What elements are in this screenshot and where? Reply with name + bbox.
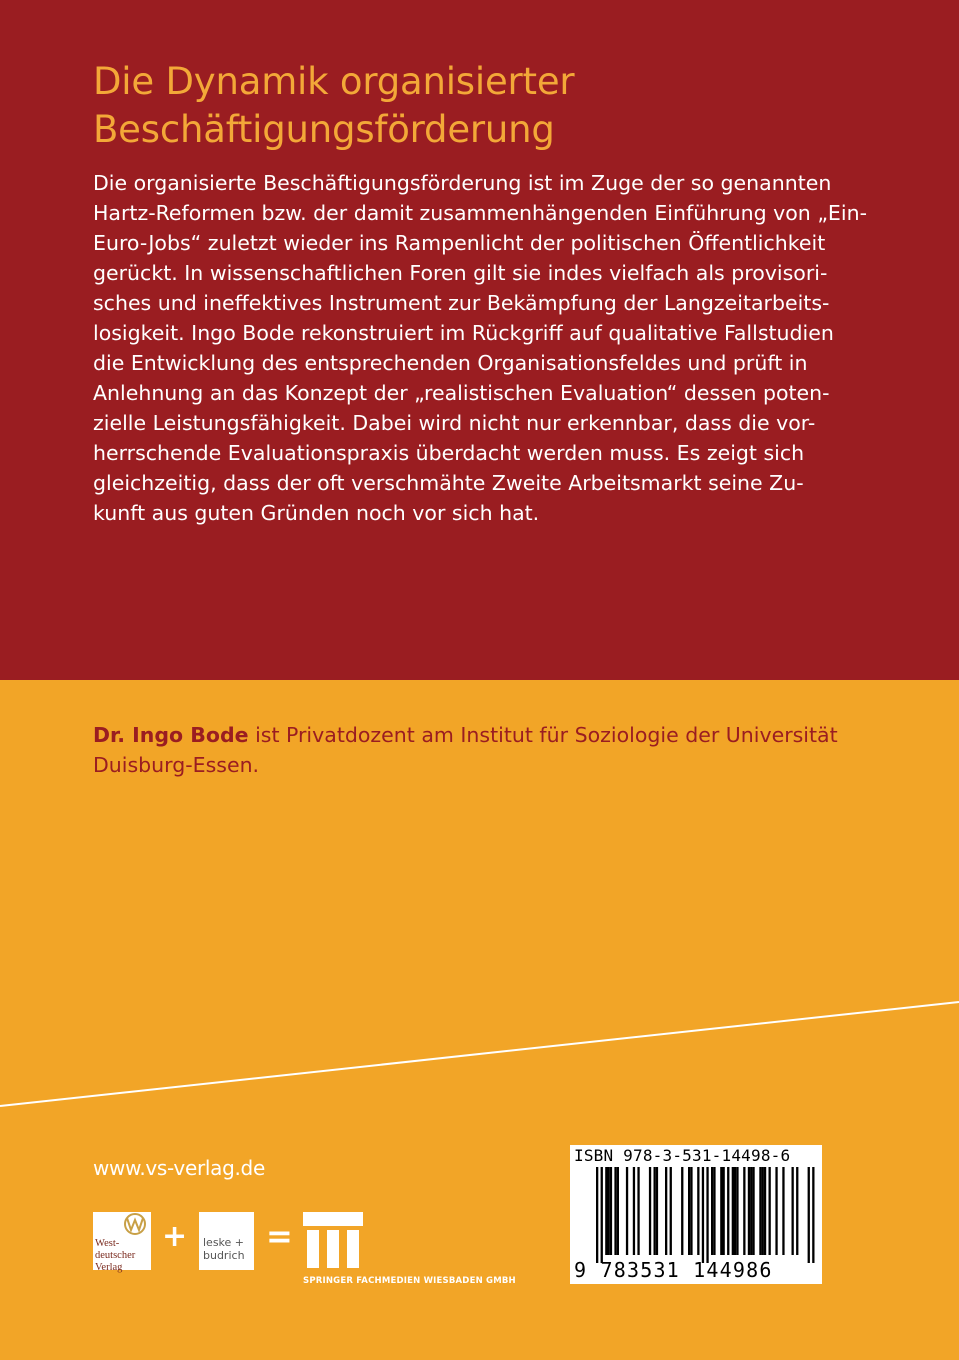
barcode-digits: 9 783531 144986 — [574, 1258, 773, 1282]
barcode-bar — [762, 1167, 764, 1255]
barcode-bar — [614, 1167, 616, 1255]
barcode-bar — [769, 1167, 771, 1255]
springer-fachmedien-logo-icon — [303, 1212, 363, 1270]
blurb-text — [93, 168, 867, 528]
author-bio-line-2: Duisburg-Essen. — [93, 753, 260, 777]
barcode-bar — [812, 1167, 814, 1263]
blurb-line: Hartz-Reformen bzw. der damit zusammenhängenden Einführung von „Ein- — [93, 201, 867, 225]
lb-logo-line: budrich — [203, 1249, 245, 1262]
equals-sign: = — [266, 1217, 293, 1255]
barcode-bar — [690, 1167, 692, 1255]
blurb-line: Euro-Jobs“ zuletzt wieder ins Rampenlicht der politischen Öffentlichkeit — [93, 231, 826, 255]
book-title-line-1: Die Dynamik organisierter — [93, 60, 575, 103]
wdv-logo-text — [95, 1238, 151, 1274]
barcode-bar — [743, 1167, 745, 1255]
plus-sign: + — [162, 1219, 188, 1254]
barcode-bar — [688, 1167, 690, 1255]
barcode-bar — [734, 1167, 736, 1255]
barcode-bar — [656, 1167, 658, 1255]
blurb-line: zielle Leistungsfähigkeit. Dabei wird nicht nur erkennbar, dass die vor- — [93, 411, 816, 435]
blurb-line: kunft aus guten Gründen noch vor sich hat. — [93, 501, 540, 525]
barcode-bar — [670, 1167, 672, 1255]
barcode-bar — [713, 1167, 715, 1255]
barcode-bar — [752, 1167, 754, 1255]
springer-caption: SPRINGER FACHMEDIEN WIESBADEN GMBH — [303, 1276, 516, 1286]
wdv-logo-line: Verlag — [95, 1262, 123, 1273]
barcode-bar — [750, 1167, 752, 1255]
blurb-line: sches und ineffektives Instrument zur Bekämpfung der Langzeitarbeits- — [93, 291, 830, 315]
barcode-bar — [748, 1167, 750, 1255]
barcode-bar — [764, 1167, 766, 1255]
barcode-bar — [732, 1167, 734, 1255]
barcode-bar — [617, 1167, 619, 1255]
leske-budrich-logo — [196, 1212, 254, 1270]
barcode-bar — [711, 1167, 713, 1255]
isbn-label: ISBN 978-3-531-14498-6 — [574, 1146, 791, 1165]
barcode-bar — [596, 1167, 598, 1263]
author-bio-line-1: ist Privatdozent am Institut für Soziologie der Universität — [248, 723, 838, 747]
barcode-bar — [649, 1167, 651, 1255]
barcode-bar — [796, 1167, 798, 1255]
blurb-line: gleichzeitig, dass der oft verschmähte Zweite Arbeitsmarkt seine Zu- — [93, 471, 804, 495]
blurb-line: Anlehnung an das Konzept der „realistischen Evaluation“ dessen poten- — [93, 381, 830, 405]
barcode-bar — [720, 1167, 722, 1255]
barcode-bar — [808, 1167, 810, 1263]
barcode-bar — [633, 1167, 635, 1255]
barcode-bar — [681, 1167, 683, 1255]
wdv-emblem-icon — [93, 1212, 151, 1240]
blurb-line: die Entwicklung des entsprechenden Organisationsfeldes und prüft in — [93, 351, 808, 375]
book-title-line-2: Beschäftigungsförderung — [93, 108, 555, 151]
barcode-bar — [654, 1167, 656, 1255]
westdeutscher-verlag-logo — [93, 1212, 151, 1273]
lb-logo-line: leske + — [203, 1236, 245, 1249]
isbn-barcode — [570, 1145, 822, 1284]
blurb-line: losigkeit. Ingo Bode rekonstruiert im Rückgriff auf qualitative Fallstudien — [93, 321, 834, 345]
barcode-bar — [608, 1167, 610, 1255]
wdv-logo-line: deutscher — [95, 1250, 136, 1261]
barcode-bar — [626, 1167, 628, 1255]
barcode-bar — [736, 1167, 738, 1255]
barcode-bar — [775, 1167, 777, 1255]
barcode-bar — [782, 1167, 784, 1255]
blurb-line: herrschende Evaluationspraxis überdacht werden muss. Es zeigt sich — [93, 441, 805, 465]
barcode-bar — [723, 1167, 725, 1255]
wdv-logo-line: West- — [95, 1238, 120, 1249]
barcode-bar — [665, 1167, 667, 1255]
blurb-line: gerückt. In wissenschaftlichen Foren gilt sie indes vielfach als provisori- — [93, 261, 828, 285]
barcode-bar — [697, 1167, 699, 1255]
author-bio — [93, 720, 893, 780]
barcode-bar — [637, 1167, 639, 1255]
barcode-bar — [702, 1167, 704, 1263]
leske-budrich-logo-text — [203, 1236, 245, 1262]
publisher-website-link[interactable]: www.vs-verlag.de — [93, 1156, 265, 1180]
barcode-bar — [601, 1167, 603, 1263]
barcode-bar — [605, 1167, 607, 1255]
blurb-line: Die organisierte Beschäftigungsförderung ist im Zuge der so genannten — [93, 171, 832, 195]
barcode-bar — [706, 1167, 708, 1263]
author-name: Dr. Ingo Bode — [93, 723, 249, 747]
barcode-bar — [610, 1167, 612, 1255]
barcode-bar — [792, 1167, 794, 1255]
book-title — [93, 58, 913, 154]
barcode-bar — [727, 1167, 729, 1255]
barcode-bar — [759, 1167, 761, 1255]
